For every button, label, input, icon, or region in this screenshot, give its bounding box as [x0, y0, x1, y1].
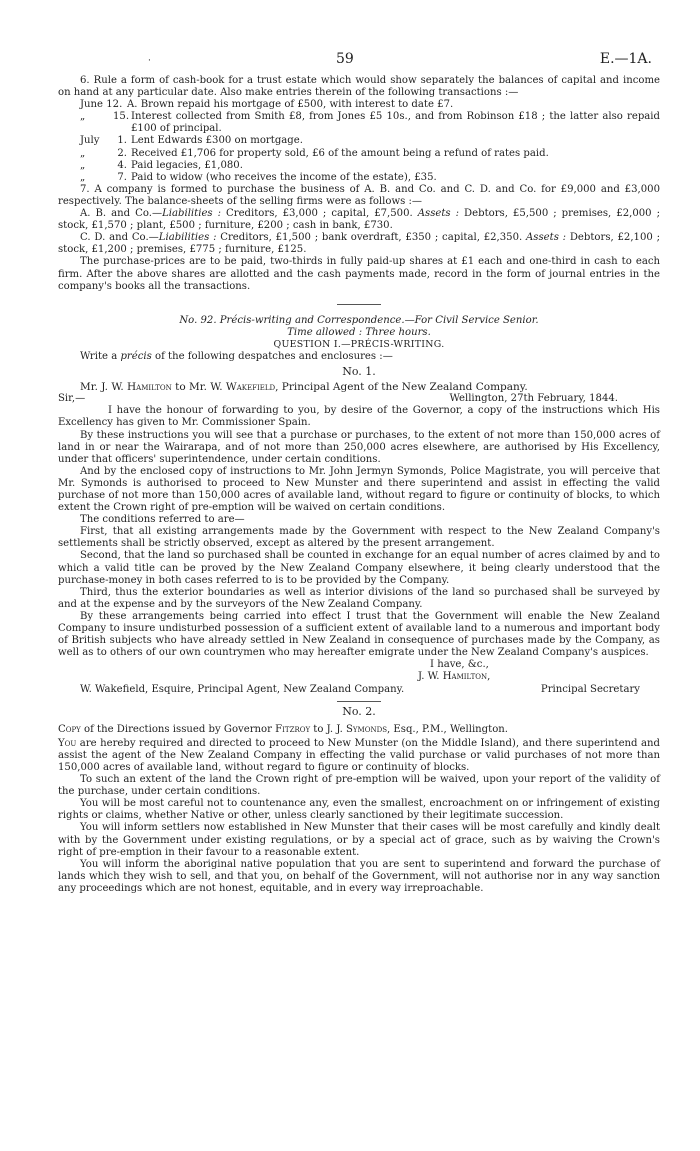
liabilities-text: Creditors, £1,500 ; bank overdraft, £350 ; capital, £2,350. [216, 232, 527, 244]
question-7-intro: 7. A company is formed to purchase the business of A. B. and Co. and C. D. and Co. for £9,000 and £3,000 respectively. The balance-sheets of the selling firms were as follows :— [58, 183, 660, 207]
letter-paragraph: First, that all existing arrangements made by the Government with respect to the New Zealand Company's settlements shall be strictly observed, except as altered by the present arrangement. [58, 526, 660, 550]
place-date: Wellington, 27th February, 1844. [449, 393, 618, 405]
letter-paragraph: And by the enclosed copy of instructions to Mr. John Jermyn Symonds, Police Magistrate, you will perceive that Mr. Symonds is authorised to proceed to New Munster and there superintend and assist in effecting the valid purchase of not more than 150,000 acres of available land, without regard to figure or continuity of blocks, to which extent the Crown right of pre-emption will be waived on certain conditions. [58, 465, 660, 514]
transaction-date: „ [80, 111, 86, 123]
salutation: Sir,— [58, 393, 86, 405]
assets-text: Debtors, £2,100 ; stock, £1,200 ; premises, £775 ; furniture, £125. [58, 232, 660, 256]
transaction-day: 7. [117, 171, 127, 183]
assets-label: Assets : [526, 232, 567, 244]
paper-title: No. 92. Précis-writing and Correspondence.—For Civil Service Senior. [179, 314, 539, 326]
firm-name: C. D. and Co.— [80, 232, 159, 244]
balance-sheet-cd [58, 232, 660, 256]
instruction-emphasis: précis [120, 350, 152, 362]
directions-paragraph: You will inform settlers now established in New Munster that their cases will be most carefully and kindly dealt with by the Government under existing regulations, or by a special act of grace, such as by waiving the Crown's right of pre-emption in their favour to a reasonable extent. [58, 822, 660, 858]
transaction-date: „ [80, 171, 86, 183]
title-text: to J. J. [310, 723, 347, 735]
transaction-date: „ [80, 147, 86, 159]
transaction-day: 15. [113, 111, 130, 123]
letter-paragraph: Second, that the land so purchased shall be counted in exchange for an equal number of acres claimed by and to which a valid title can be proved by the New Zealand Company elsewhere, it being clearly understood that the purchase-money in both cases referred to is to be provided by the Company. [58, 550, 660, 586]
transaction-june-15 [58, 111, 660, 135]
header-dot: · [148, 56, 151, 66]
transaction-date: „ [80, 159, 86, 171]
question-heading: QUESTION I.—PRÉCIS-WRITING. [273, 338, 445, 350]
transaction-june-12 [58, 99, 660, 111]
transaction-day: 2. [117, 147, 127, 159]
title-text: , Esq., P.M., Wellington. [387, 723, 508, 735]
addressee: W. Wakefield, Esquire, Principal Agent, New Zealand Company. [80, 683, 405, 695]
liabilities-text: Creditors, £3,000 ; capital, £7,500. [221, 208, 418, 220]
title-text: to Mr. W. [171, 381, 226, 394]
directions-paragraph: You will inform the aboriginal native population that you are sent to superintend and forward the purchase of lands which they wish to sell, and that you, on behalf of the Government, will not authorise nor in any way sanction any proceedings which are not honest, equitable, and in every way irreproachable. [58, 858, 660, 894]
transaction-date: July [80, 135, 100, 147]
liabilities-label: Liabilities : [162, 208, 222, 220]
transaction-text: Paid to widow (who receives the income of the estate), £35. [131, 171, 437, 183]
firm-name: A. B. and Co.— [80, 208, 163, 220]
letter-salutation-row [58, 393, 660, 405]
sender-name: Hamilton [127, 381, 172, 394]
document-1-title [58, 381, 660, 393]
transaction-day: 4. [117, 159, 127, 171]
document-2-heading: No. 2. [342, 704, 376, 718]
question-7-closing: The purchase-prices are to be paid, two-thirds in fully paid-up shares at £1 each and one-third in cash to each firm. After the above shares are allotted and the cash payments made, record in the form of journal entries in the company's books all the transactions. [58, 256, 660, 292]
section-divider [337, 701, 381, 702]
transaction-july-1 [58, 135, 660, 147]
document-reference: E.—1A. [599, 51, 652, 67]
assets-text: Debtors, £5,500 ; premises, £2,000 ; stock, £1,570 ; plant, £500 ; furniture, £200 ; cash in bank, £730. [58, 208, 660, 232]
letter-closing: I have, &c., [430, 659, 489, 671]
letter-footer-row [58, 684, 660, 696]
paragraph-text: are hereby required and directed to proceed to New Munster (on the Middle Island), and there superintend and assist the agent of the New Zealand Company in effecting the valid purchase or valid purchases of not more than 150,000 acres of available land, without regard to figure or continuity of blocks. [58, 737, 660, 773]
instruction-text: Write a [80, 350, 121, 362]
governor-name: Fitzroy [275, 723, 311, 735]
title-text: Mr. J. W. [80, 381, 127, 394]
title-text: Copy [58, 723, 81, 735]
title-text: of the Directions issued by Governor [80, 723, 276, 735]
transaction-text: Paid legacies, £1,080. [131, 159, 243, 171]
question-6-intro: 6. Rule a form of cash-book for a trust estate which would show separately the balances of capital and income on hand at any particular date. Also make entries therein of the following transactions :— [58, 75, 660, 99]
transaction-july-2 [58, 148, 660, 160]
directions-paragraph: To such an extent of the land the Crown right of pre-emption will be waived, upon your report of the validity of the purchase, under certain conditions. [58, 774, 660, 798]
transaction-july-7 [58, 172, 660, 184]
transaction-text: A. Brown repaid his mortgage of £500, with interest to date £7. [127, 99, 454, 111]
transaction-july-4 [58, 160, 660, 172]
letter-paragraph: The conditions referred to are— [80, 514, 245, 526]
section-divider [337, 304, 381, 305]
title-text: , Principal Agent of the New Zealand Company. [275, 381, 528, 394]
transaction-date: June 12. [80, 99, 123, 111]
transaction-day: 1. [117, 135, 127, 147]
document-1-heading: No. 1. [342, 365, 376, 379]
page-number: 59 [336, 51, 354, 67]
page-header [0, 53, 700, 69]
recipient-name: Wakefield [225, 381, 276, 394]
letter-paragraph: Third, thus the exterior boundaries as well as interior divisions of the land so purchased shall be surveyed by and at the expense and by the surveyors of the New Zealand Company. [58, 586, 660, 610]
liabilities-label: Liabilities : [158, 232, 217, 244]
balance-sheet-ab [58, 208, 660, 232]
opening-word: You [58, 737, 77, 749]
transaction-text: Lent Edwards £300 on mortgage. [131, 135, 303, 147]
transaction-text: Received £1,706 for property sold, £6 of the amount being a refund of rates paid. [131, 147, 549, 159]
instruction-text: of the following despatches and enclosures :— [151, 350, 393, 362]
instruction [58, 351, 660, 363]
letter-paragraph: By these arrangements being carried into effect I trust that the Government will enable the New Zealand Company to insure undisturbed possession of a sufficient extent of available land to a numerous and important body of British subjects who have already settled in New Zealand in consequence of purchases made by the Company, as well as to others of our own countrymen who may hereafter emigrate under the New Zealand Company's auspices. [58, 610, 660, 659]
directions-paragraph [58, 738, 660, 774]
letter-paragraph: I have the honour of forwarding to you, by desire of the Governor, a copy of the instructions which His Excellency has given to Mr. Commissioner Spain. [58, 405, 660, 429]
transaction-text: Interest collected from Smith £8, from Jones £5 10s., and from Robinson £18 ; the latter also repaid £100 of principal. [131, 111, 660, 135]
time-allowed: Time allowed : Three hours. [287, 326, 431, 338]
directions-paragraph: You will be most careful not to countenance any, even the smallest, encroachment on or infringement of existing rights or claims, whether Native or other, unless clearly sanctioned by their legitimate succession. [58, 798, 660, 822]
assets-label: Assets : [417, 208, 460, 220]
recipient-name: Symonds [346, 723, 387, 735]
letter-signer: J. W. Hamilton, [418, 671, 491, 683]
letter-paragraph: By these instructions you will see that a purchase or purchases, to the extent of not more than 150,000 acres of land in or near the Wairarapa, and of not more than 250,000 acres elsewhere, are authorised by His Excellency, under that officers' superintendence, under certain conditions. [58, 429, 660, 465]
signer-title: Principal Secretary [540, 683, 640, 695]
document-2-title [58, 724, 660, 736]
page-content [58, 75, 660, 895]
